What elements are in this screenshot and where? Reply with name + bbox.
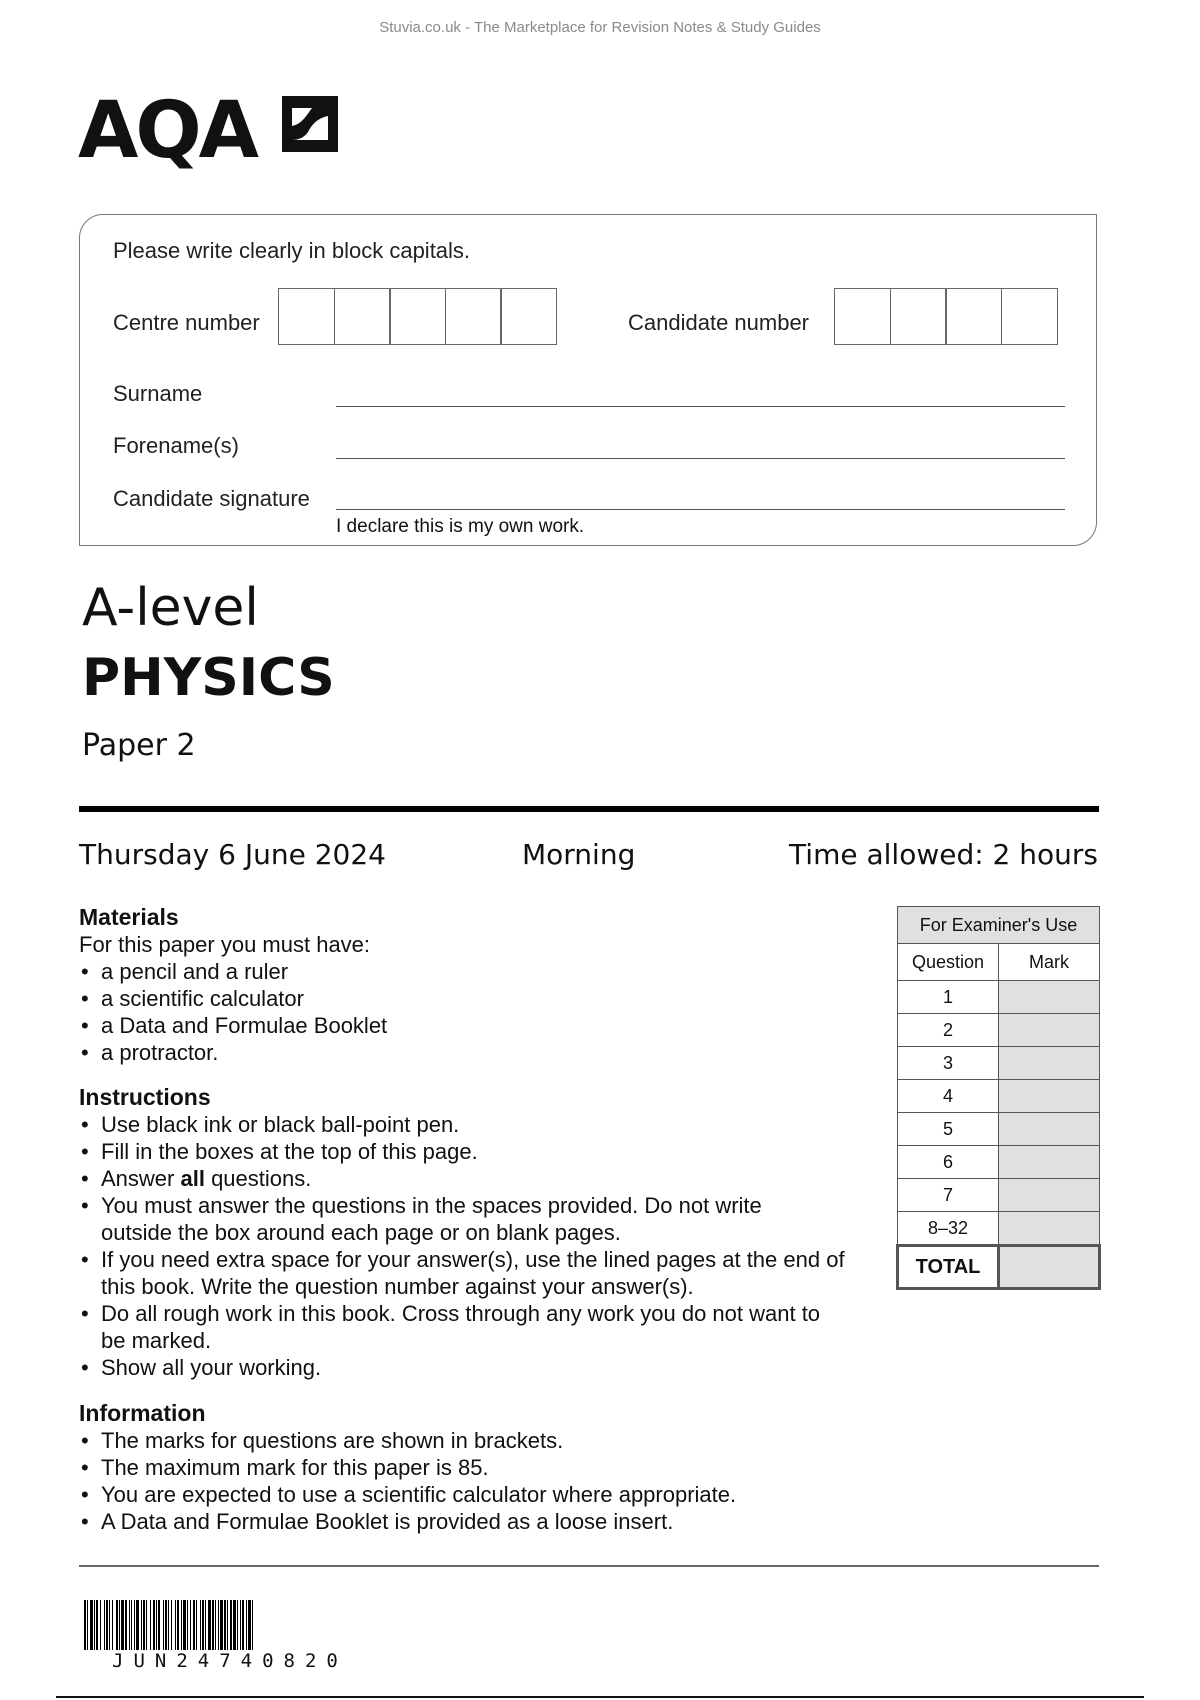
signature-label: Candidate signature	[113, 486, 310, 511]
barcode-bar	[224, 1600, 226, 1650]
title-divider	[79, 806, 1099, 812]
materials-heading: Materials	[79, 904, 179, 930]
barcode-bar	[150, 1600, 151, 1650]
declaration-text: I declare this is my own work.	[336, 516, 585, 537]
barcode-bar	[175, 1600, 176, 1650]
barcode-bar	[96, 1600, 98, 1650]
barcode-bar	[218, 1600, 219, 1650]
question-number: 7	[898, 1179, 999, 1212]
barcode-text: JUN24740820	[112, 1650, 348, 1672]
exam-session: Morning	[522, 838, 636, 871]
barcode-bar	[112, 1600, 113, 1650]
barcode-bar	[227, 1600, 228, 1650]
list-item: • a Data and Formulae Booklet	[79, 1012, 879, 1039]
information-heading: Information	[79, 1400, 206, 1426]
barcode-bar	[230, 1600, 232, 1650]
mark-cell	[999, 1080, 1100, 1113]
surname-line[interactable]	[336, 406, 1065, 407]
barcode-bar	[131, 1600, 132, 1650]
centre-number-digit-box[interactable]	[445, 288, 502, 345]
list-item: • a scientific calculator	[79, 985, 879, 1012]
list-item: • Do all rough work in this book. Cross through any work you do not want to be marked.	[79, 1300, 831, 1354]
table-row	[898, 1212, 1100, 1246]
paper-title: Paper 2	[82, 728, 196, 763]
list-item: • You must answer the questions in the spaces provided. Do not write outside the box around each page or on blank pages.	[79, 1192, 801, 1246]
question-number: 2	[898, 1014, 999, 1047]
mark-cell	[999, 1113, 1100, 1146]
subject-title: PHYSICS	[82, 648, 335, 708]
page-bottom-rule	[56, 1696, 1144, 1698]
barcode	[84, 1600, 418, 1650]
barcode-bar	[163, 1600, 164, 1650]
centre-number-boxes	[278, 288, 557, 345]
logo-text: AQA	[78, 86, 257, 176]
list-item: • You are expected to use a scientific calculator where appropriate.	[79, 1481, 879, 1508]
barcode-bar	[233, 1600, 236, 1650]
centre-number-digit-box[interactable]	[334, 288, 391, 345]
barcode-bar	[134, 1600, 135, 1650]
question-number: 6	[898, 1146, 999, 1179]
table-row	[898, 1179, 1100, 1212]
candidate-number-boxes	[834, 288, 1058, 345]
mark-column-header: Mark	[999, 944, 1100, 981]
centre-number-digit-box[interactable]	[389, 288, 446, 345]
barcode-bar	[205, 1600, 206, 1650]
barcode-bar	[125, 1600, 127, 1650]
candidate-number-digit-box[interactable]	[890, 288, 947, 345]
mark-cell	[999, 981, 1100, 1014]
barcode-bar	[183, 1600, 186, 1650]
barcode-bar	[212, 1600, 214, 1650]
question-number: 1	[898, 981, 999, 1014]
question-number: 8–32	[898, 1212, 999, 1246]
examiner-table-title: For Examiner's Use	[898, 907, 1100, 944]
barcode-bar	[87, 1600, 88, 1650]
exam-date: Thursday 6 June 2024	[79, 838, 386, 871]
table-row	[898, 1014, 1100, 1047]
barcode-bar	[168, 1600, 169, 1650]
barcode-bar	[237, 1600, 238, 1650]
barcode-bar	[146, 1600, 147, 1650]
examiner-use-table	[896, 906, 1101, 1290]
barcode-bar	[119, 1600, 120, 1650]
barcode-bar	[143, 1600, 145, 1650]
question-number: 4	[898, 1080, 999, 1113]
list-item: • Fill in the boxes at the top of this page.	[79, 1138, 879, 1165]
aqa-logo-mark-icon	[282, 96, 338, 152]
mark-cell	[999, 1146, 1100, 1179]
barcode-bar	[171, 1600, 172, 1650]
barcode-bar	[121, 1600, 124, 1650]
watermark: Stuvia.co.uk - The Marketplace for Revision Notes & Study Guides	[379, 19, 821, 36]
barcode-bar	[215, 1600, 216, 1650]
barcode-bar	[109, 1600, 110, 1650]
barcode-bar	[190, 1600, 191, 1650]
forenames-label: Forename(s)	[113, 433, 239, 458]
barcode-bar	[153, 1600, 155, 1650]
candidate-number-digit-box[interactable]	[1001, 288, 1058, 345]
mark-cell	[999, 1179, 1100, 1212]
barcode-bar	[129, 1600, 130, 1650]
block-capitals-instruction: Please write clearly in block capitals.	[113, 238, 471, 263]
candidate-number-digit-box[interactable]	[834, 288, 891, 345]
information-section	[79, 1400, 879, 1535]
footer-divider	[79, 1565, 1099, 1567]
candidate-number-digit-box[interactable]	[945, 288, 1002, 345]
list-item: • The marks for questions are shown in brackets.	[79, 1427, 879, 1454]
barcode-bar	[177, 1600, 179, 1650]
barcode-bar	[202, 1600, 204, 1650]
barcode-bar	[165, 1600, 167, 1650]
qualification-level: A-level	[82, 578, 259, 638]
total-mark-cell	[999, 1246, 1100, 1289]
barcode-bar	[141, 1600, 142, 1650]
mark-cell	[999, 1212, 1100, 1246]
barcode-bar	[100, 1600, 101, 1650]
table-row	[898, 1113, 1100, 1146]
barcode-bar	[193, 1600, 195, 1650]
total-label: TOTAL	[898, 1246, 999, 1289]
centre-number-digit-box[interactable]	[278, 288, 335, 345]
list-item: • Use black ink or black ball-point pen.	[79, 1111, 879, 1138]
barcode-bar	[84, 1600, 86, 1650]
mark-cell	[999, 1014, 1100, 1047]
instructions-section	[79, 1084, 879, 1381]
barcode-bar	[104, 1600, 105, 1650]
barcode-bar	[240, 1600, 241, 1650]
instructions-heading: Instructions	[79, 1084, 211, 1110]
barcode-bar	[252, 1600, 253, 1650]
total-row	[898, 1246, 1100, 1289]
aqa-logo	[78, 86, 257, 176]
list-item: • a protractor.	[79, 1039, 879, 1066]
table-row	[898, 1080, 1100, 1113]
barcode-bar	[200, 1600, 201, 1650]
barcode-bar	[156, 1600, 157, 1650]
list-item: • The maximum mark for this paper is 85.	[79, 1454, 879, 1481]
table-row	[898, 1146, 1100, 1179]
signature-line[interactable]	[336, 509, 1065, 510]
question-number: 3	[898, 1047, 999, 1080]
barcode-bar	[220, 1600, 223, 1650]
candidate-number-label: Candidate number	[628, 310, 810, 335]
barcode-bar	[208, 1600, 211, 1650]
centre-number-label: Centre number	[113, 310, 260, 335]
question-number: 5	[898, 1113, 999, 1146]
centre-number-digit-box[interactable]	[500, 288, 557, 345]
surname-label: Surname	[113, 381, 203, 406]
list-item: • a pencil and a ruler	[79, 958, 879, 985]
materials-section	[79, 904, 879, 1066]
table-row	[898, 981, 1100, 1014]
time-allowed: Time allowed: 2 hours	[789, 838, 1098, 871]
list-item: • If you need extra space for your answer(s), use the lined pages at the end of this book. Write the question number against your answer(s).	[79, 1246, 881, 1300]
list-item: • A Data and Formulae Booklet is provided as a loose insert.	[79, 1508, 879, 1535]
forenames-line[interactable]	[336, 458, 1065, 459]
barcode-bar	[196, 1600, 197, 1650]
barcode-bar	[136, 1600, 139, 1650]
barcode-bar	[106, 1600, 108, 1650]
barcode-bar	[181, 1600, 182, 1650]
barcode-bar	[90, 1600, 93, 1650]
mark-cell	[999, 1047, 1100, 1080]
barcode-bar	[246, 1600, 247, 1650]
question-column-header: Question	[898, 944, 999, 981]
materials-intro: For this paper you must have:	[79, 932, 371, 957]
barcode-bar	[158, 1600, 160, 1650]
barcode-bar	[116, 1600, 118, 1650]
materials-list	[79, 958, 879, 1066]
list-item: • Answer all questions.	[79, 1165, 879, 1192]
barcode-bar	[248, 1600, 251, 1650]
barcode-bar	[187, 1600, 188, 1650]
barcode-bar	[242, 1600, 244, 1650]
barcode-bar	[94, 1600, 95, 1650]
list-item: • Show all your working.	[79, 1354, 879, 1381]
instructions-list	[79, 1111, 879, 1381]
information-list	[79, 1427, 879, 1535]
table-row	[898, 1047, 1100, 1080]
